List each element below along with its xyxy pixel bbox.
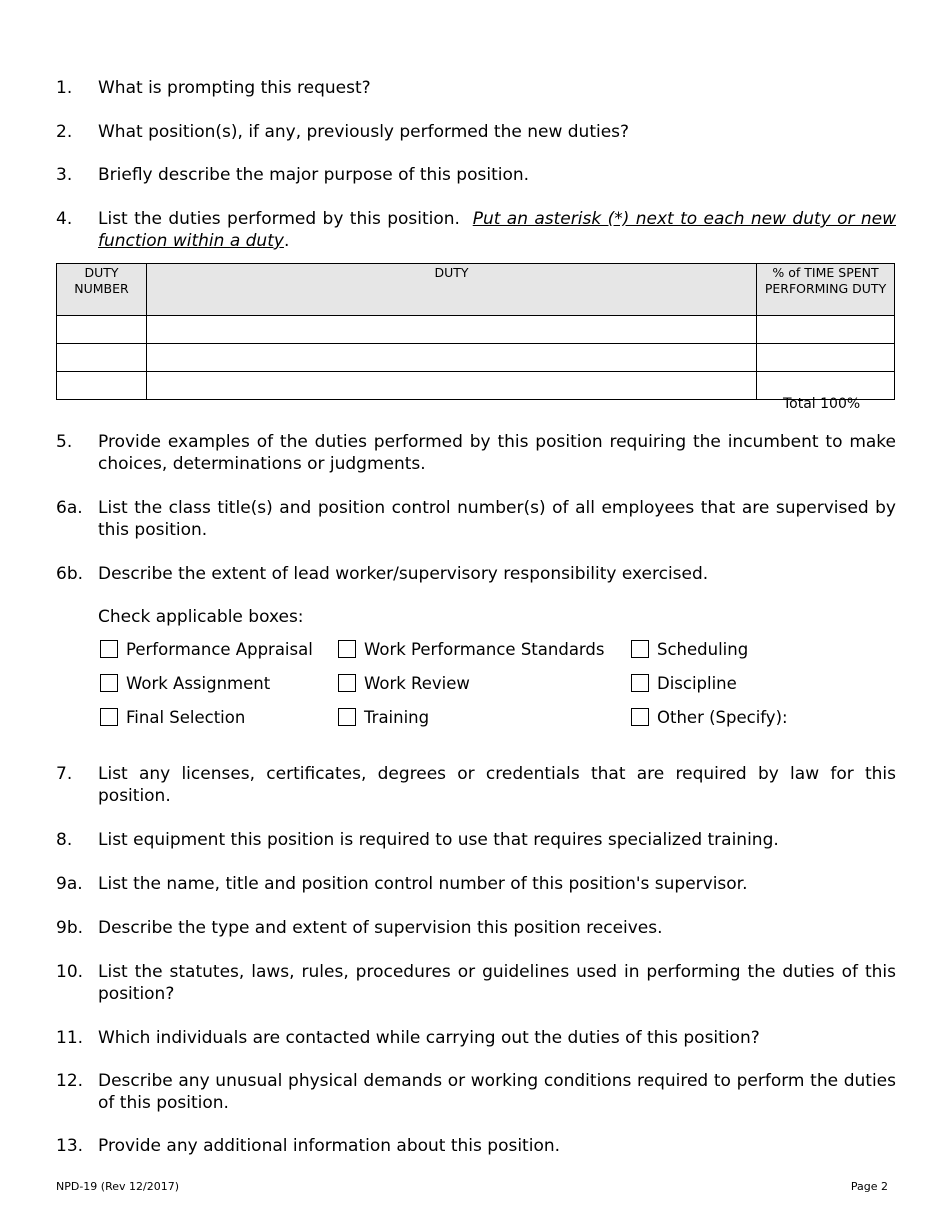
question-text: Briefly describe the major purpose of this position. bbox=[98, 165, 530, 185]
form-id: NPD-19 (Rev 12/2017) bbox=[56, 1180, 179, 1193]
question-number: 13. bbox=[56, 1136, 84, 1156]
checkbox-work-review[interactable] bbox=[338, 674, 470, 694]
checkbox-label: Work Assignment bbox=[126, 674, 271, 693]
question-text: List the statutes, laws, rules, procedures or guidelines used in performing the duties of this position? bbox=[98, 962, 896, 1004]
question-number: 11. bbox=[56, 1028, 84, 1048]
question-text: List the name, title and position control number of this position's supervisor. bbox=[98, 874, 748, 894]
question-number: 6b. bbox=[56, 564, 84, 584]
duty-cell[interactable] bbox=[146, 344, 756, 372]
table-row bbox=[57, 372, 895, 400]
question-11 bbox=[56, 1027, 896, 1049]
question-number: 5. bbox=[56, 432, 73, 452]
duty-total: Total 100% bbox=[783, 396, 861, 412]
duty-cell[interactable] bbox=[146, 372, 756, 400]
question-1 bbox=[56, 77, 896, 99]
question-8 bbox=[56, 829, 896, 851]
duty-table bbox=[56, 263, 895, 400]
checkbox-box[interactable] bbox=[631, 674, 649, 692]
checkbox-label: Final Selection bbox=[126, 708, 246, 727]
checkbox-box[interactable] bbox=[338, 674, 356, 692]
checkbox-work-assignment[interactable] bbox=[100, 674, 270, 694]
duty-table-header bbox=[57, 264, 895, 316]
table-row bbox=[57, 316, 895, 344]
page-number: Page 2 bbox=[850, 1180, 888, 1193]
question-text: What is prompting this request? bbox=[98, 78, 371, 98]
question-7 bbox=[56, 763, 896, 807]
question-4 bbox=[56, 208, 896, 252]
question-number: 3. bbox=[56, 165, 73, 185]
question-number: 7. bbox=[56, 764, 73, 784]
question-text: Describe the type and extent of supervision this position receives. bbox=[98, 918, 663, 938]
checkbox-box[interactable] bbox=[338, 708, 356, 726]
question-number: 2. bbox=[56, 122, 73, 142]
question-number: 8. bbox=[56, 830, 73, 850]
header-duty: DUTY bbox=[146, 264, 756, 316]
question-number: 9a. bbox=[56, 874, 83, 894]
checkbox-box[interactable] bbox=[100, 640, 118, 658]
checkbox-label: Scheduling bbox=[657, 640, 749, 659]
question-text: Describe any unusual physical demands or working conditions required to perform the duties of this position. bbox=[98, 1071, 896, 1113]
question-4-lead: List the duties performed by this position. bbox=[98, 209, 460, 229]
question-6a bbox=[56, 497, 896, 541]
checkbox-label: Work Performance Standards bbox=[364, 640, 605, 659]
question-number: 6a. bbox=[56, 498, 83, 518]
duty-cell[interactable] bbox=[146, 316, 756, 344]
question-text: Provide examples of the duties performed by this position requiring the incumbent to make choices, determinations or judgments. bbox=[98, 432, 896, 474]
question-13 bbox=[56, 1135, 896, 1157]
question-6b bbox=[56, 563, 896, 585]
checkbox-final-selection[interactable] bbox=[100, 708, 245, 728]
checkbox-box[interactable] bbox=[338, 640, 356, 658]
question-4-end: . bbox=[283, 231, 290, 251]
question-text: Which individuals are contacted while carrying out the duties of this position? bbox=[98, 1028, 760, 1048]
check-boxes-label: Check applicable boxes: bbox=[98, 607, 304, 627]
question-12 bbox=[56, 1070, 896, 1114]
checkbox-discipline[interactable] bbox=[631, 674, 737, 694]
checkbox-box[interactable] bbox=[100, 674, 118, 692]
header-duty-number: DUTY NUMBER bbox=[57, 264, 147, 316]
checkbox-training[interactable] bbox=[338, 708, 429, 728]
question-text: Describe the extent of lead worker/supervisory responsibility exercised. bbox=[98, 564, 709, 584]
question-4-emphasis: Put an asterisk (*) next to each new duty or new function within a duty bbox=[98, 209, 897, 251]
question-number: 12. bbox=[56, 1071, 84, 1091]
question-text: List the class title(s) and position control number(s) of all employees that are supervised by this position. bbox=[98, 498, 896, 540]
checkbox-box[interactable] bbox=[631, 708, 649, 726]
checkbox-label: Performance Appraisal bbox=[126, 640, 313, 659]
question-5 bbox=[56, 431, 896, 475]
duty-number-cell[interactable] bbox=[57, 344, 147, 372]
time-spent-cell[interactable] bbox=[757, 316, 895, 344]
checkbox-work-performance-standards[interactable] bbox=[338, 640, 605, 660]
checkbox-scheduling[interactable] bbox=[631, 640, 748, 660]
question-2 bbox=[56, 121, 896, 143]
time-spent-cell[interactable] bbox=[757, 344, 895, 372]
question-10 bbox=[56, 961, 896, 1005]
question-text: What position(s), if any, previously performed the new duties? bbox=[98, 122, 630, 142]
duty-number-cell[interactable] bbox=[57, 372, 147, 400]
question-9a bbox=[56, 873, 896, 895]
duty-number-cell[interactable] bbox=[57, 316, 147, 344]
checkbox-performance-appraisal[interactable] bbox=[100, 640, 313, 660]
question-text: Provide any additional information about this position. bbox=[98, 1136, 561, 1156]
checkbox-label: Discipline bbox=[657, 674, 737, 693]
header-time-spent: % of TIME SPENT PERFORMING DUTY bbox=[757, 264, 895, 316]
question-number: 9b. bbox=[56, 918, 84, 938]
checkbox-other-specify[interactable] bbox=[631, 708, 788, 728]
question-number: 4. bbox=[56, 209, 73, 229]
table-row bbox=[57, 344, 895, 372]
checkbox-box[interactable] bbox=[631, 640, 649, 658]
checkbox-box[interactable] bbox=[100, 708, 118, 726]
question-9b bbox=[56, 917, 896, 939]
question-number: 10. bbox=[56, 962, 84, 982]
question-text bbox=[98, 208, 896, 252]
checkbox-label: Work Review bbox=[364, 674, 470, 693]
checkbox-label: Other (Specify): bbox=[657, 708, 788, 727]
question-text: List equipment this position is required to use that requires specialized training. bbox=[98, 830, 779, 850]
question-3 bbox=[56, 164, 896, 186]
question-number: 1. bbox=[56, 78, 73, 98]
question-text: List any licenses, certificates, degrees or credentials that are required by law for this position. bbox=[98, 764, 896, 806]
checkbox-label: Training bbox=[364, 708, 430, 727]
